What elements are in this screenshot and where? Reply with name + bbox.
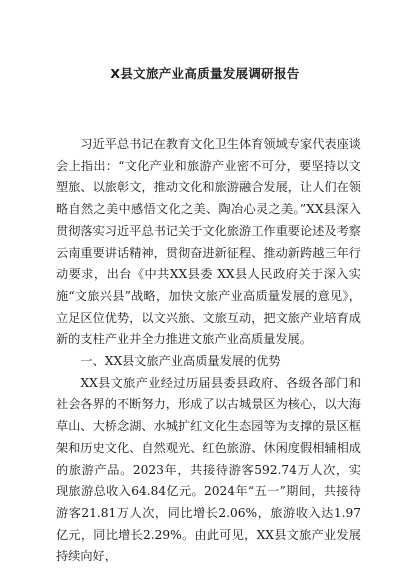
document-body <box>56 134 361 568</box>
section-paragraph: XX县文旅产业经过历届县委县政府、各级各部门和社会各界的不断努力，形成了以古城景区为核心，以大海草山、大桥念湖、水城扩红文化生态园等为支撑的景区框架和历史文化、自然观光、红色旅游、休闲度假相辅相成的旅游产品。2023年，共接待游客592.74万人次，实现旅游总收入64.84亿元。2024年“五一”期间，共接待游客21.81万人次，同比增长2.06%，旅游收入达1.97亿元，同比增长2.29%。由此可见，XX县文旅产业发展持续向好， <box>56 375 361 564</box>
section-heading: 一、XX县文旅产业高质量发展的优势 <box>80 354 281 369</box>
document-title: X县文旅产业高质量发展调研报告 <box>110 66 300 81</box>
intro-paragraph: 习近平总书记在教育文化卫生体育领域专家代表座谈会上指出：“文化产业和旅游产业密不可分，要坚持以文塑旅、以旅彰文，推动文化和旅游融合发展，让人们在领略自然之美中感悟文化之美、陶冶心灵之美。”XX县深入贯彻落实习近平总书记关于文化旅游工作重要论述及考察云南重要讲话精神，贯彻奋进新征程、推动新跨越三年行动要求，出台《中共XX县委 XX县人民政府关于深入实施“文旅兴县”战略，加快文旅产业高质量发展的意见》，立足区位优势，以文兴旅、文旅互动，把文旅产业培育成新的支柱产业并全力推进文旅产业高质量发展。 <box>56 137 361 347</box>
